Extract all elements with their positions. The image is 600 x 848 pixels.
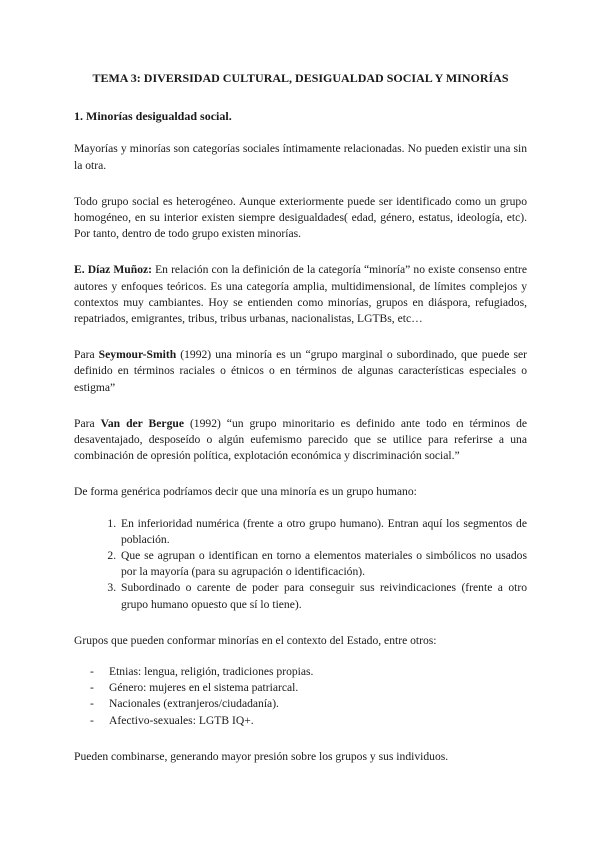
paragraph-text: En relación con la definición de la categoría “minoría” no existe consenso entre autores y enfoques teóricos. Es una categoría amplia, multidimensional, de límites complejos y contextos muy cambiantes. Hoy se entienden como minorías, grupos en diáspora, refugiados, repatriados, emigrantes, tribus, tribus urbanas, nacionalistas, LGTBs, etc…	[74, 263, 527, 326]
paragraph-text: (1992) “un grupo minoritario es definido ante todo en términos de desaventajado, desposeído o algún eufemismo parecido que se utilice para referirse a una combinación de opresión política, explotación económica y discriminación social.”	[74, 416, 528, 463]
list-item: 2. Que se agrupan o identifican en torno a elementos materiales o simbólicos no usados por la mayoría (para su agrupación o identificación).	[119, 548, 527, 580]
list-item: 3. Subordinado o carente de poder para conseguir sus reivindicaciones (frente a otro grupo humano opuesto que sí lo tiene).	[119, 580, 527, 612]
paragraph-seymour-smith	[74, 347, 527, 396]
list-item	[90, 713, 527, 729]
list-item	[90, 680, 527, 696]
paragraph-combinarse: Pueden combinarse, generando mayor presión sobre los grupos y sus individuos.	[74, 749, 449, 763]
section-heading: 1. Minorías desigualdad social.	[74, 109, 232, 124]
dash-bullet: -	[90, 681, 94, 695]
paragraph-van-der-bergue	[74, 416, 527, 465]
list-item	[90, 696, 527, 712]
paragraph-grupos: Grupos que pueden conformar minorías en el contexto del Estado, entre otros:	[74, 633, 437, 647]
paragraph-prefix: Para	[74, 348, 99, 362]
document-title: TEMA 3: DIVERSIDAD CULTURAL, DESIGUALDAD SOCIAL Y MINORÍAS	[92, 71, 509, 85]
dash-bullet: -	[90, 713, 94, 727]
author-seymour-smith: Seymour-Smith	[98, 348, 177, 362]
list-item-text: Etnias: lengua, religión, tradiciones propias.	[109, 665, 314, 679]
list-item-text: Nacionales (extranjeros/ciudadanía).	[109, 697, 279, 711]
author-van-der-bergue: Van der Bergue	[100, 416, 184, 430]
list-item: 1. En inferioridad numérica (frente a otro grupo humano). Entran aquí los segmentos de población.	[119, 516, 527, 548]
list-item-text: Género: mujeres en el sistema patriarcal.	[109, 681, 299, 695]
dash-bullet: -	[90, 697, 94, 711]
paragraph-mayorias: Mayorías y minorías son categorías sociales íntimamente relacionadas. No pueden existir una sin la otra.	[74, 142, 527, 172]
dash-bullet: -	[90, 665, 94, 679]
paragraph-diaz-munoz	[74, 262, 527, 327]
dash-list	[74, 664, 527, 729]
paragraph-heterogeneo: Todo grupo social es heterogéneo. Aunque exteriormente puede ser identificado como un grupo homogéneo, en su interior existen siempre desigualdades( edad, género, estatus, ideología, etc). Por tanto, dentro de todo grupo existen minorías.	[74, 194, 527, 241]
author-diaz-munoz: E. Díaz Muñoz:	[74, 263, 152, 277]
paragraph-text: (1992) una minoría es un “grupo marginal o subordinado, que puede ser definido en términos raciales o étnicos o en términos de algunas características especiales o estigma”	[74, 348, 528, 394]
paragraph-prefix: Para	[74, 416, 101, 430]
numbered-list	[74, 516, 527, 613]
paragraph-forma-generica: De forma genérica podríamos decir que una minoría es un grupo humano:	[74, 485, 417, 499]
document-page	[74, 64, 527, 765]
list-item-text: Afectivo-sexuales: LGTB IQ+.	[109, 713, 254, 727]
list-item	[90, 664, 527, 680]
